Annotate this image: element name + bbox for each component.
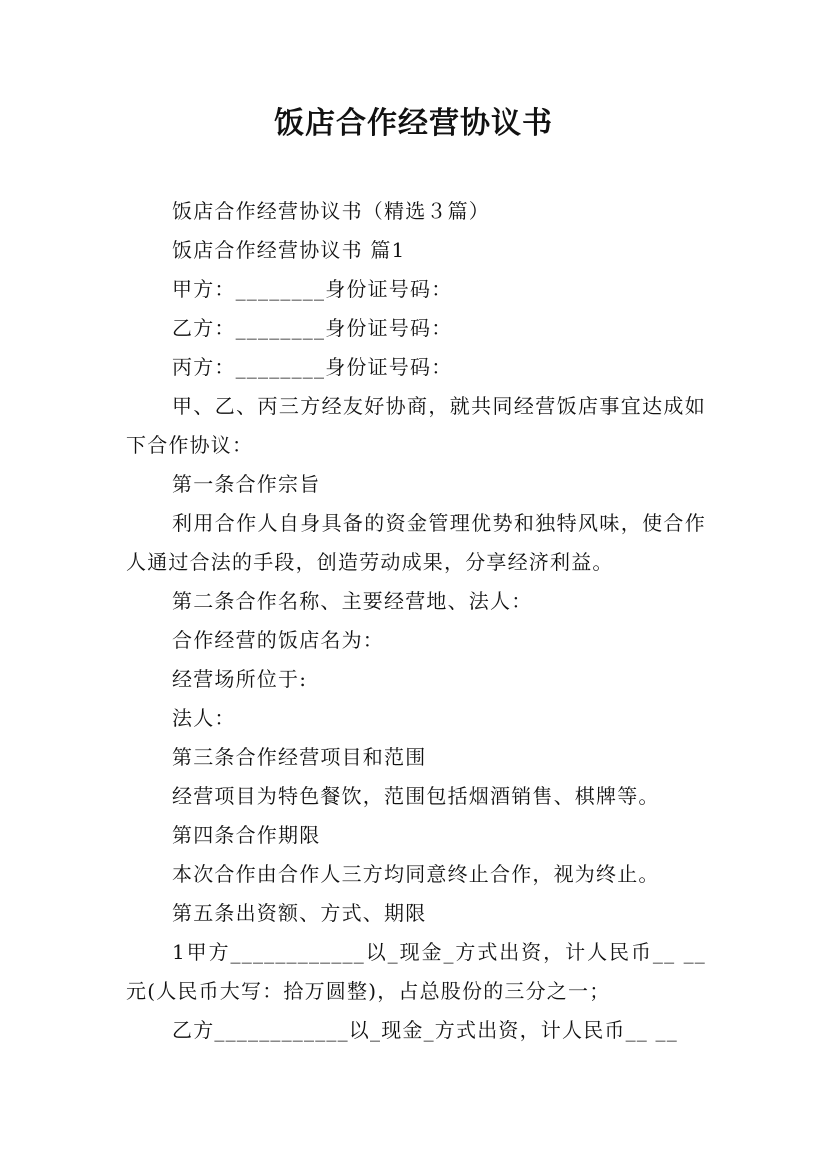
paragraph-article-4-heading: 第四条合作期限 <box>172 823 321 847</box>
paragraph-article-3-body: 经营项目为特色餐饮，范围包括烟酒销售、棋牌等。 <box>172 784 660 808</box>
paragraph-capital-party-b: 乙方____________以_现金_方式出资，计人民币__ __ <box>172 1018 678 1042</box>
paragraph-article-4-body: 本次合作由合作人三方均同意终止合作，视为终止。 <box>172 862 660 886</box>
paragraph-article-5-heading: 第五条出资额、方式、期限 <box>172 901 427 925</box>
document-title: 饭店合作经营协议书 <box>274 106 553 141</box>
paragraph-article-1-heading: 第一条合作宗旨 <box>172 472 321 496</box>
paragraph-capital-party-a: 1甲方____________以_现金_方式出资，计人民币__ __元(人民币大写：拾万圆整)，占总股份的三分之一； <box>126 940 706 1003</box>
paragraph-subtitle: 饭店合作经营协议书（精选３篇） <box>172 199 490 223</box>
paragraph-location: 经营场所位于: <box>172 667 308 691</box>
paragraph-party-a: 甲方：________身份证号码： <box>172 277 453 301</box>
document-body <box>126 192 706 1050</box>
paragraph-article-3-heading: 第三条合作经营项目和范围 <box>172 745 427 769</box>
paragraph-article-2-heading: 第二条合作名称、主要经营地、法人： <box>172 589 533 613</box>
paragraph-article-1-body: 利用合作人自身具备的资金管理优势和独特风味，使合作人通过合法的手段，创造劳动成果，分享经济利益。 <box>126 511 706 574</box>
paragraph-party-b: 乙方：________身份证号码： <box>172 316 453 340</box>
paragraph-intro: 甲、乙、丙三方经友好协商，就共同经营饭店事宜达成如下合作协议： <box>126 394 706 457</box>
paragraph-party-c: 丙方：________身份证号码： <box>172 355 453 379</box>
paragraph-legal-person: 法人： <box>172 706 236 730</box>
paragraph-restaurant-name: 合作经营的饭店名为： <box>172 628 384 652</box>
paragraph-section-heading: 饭店合作经营协议书 篇1 <box>172 238 406 262</box>
